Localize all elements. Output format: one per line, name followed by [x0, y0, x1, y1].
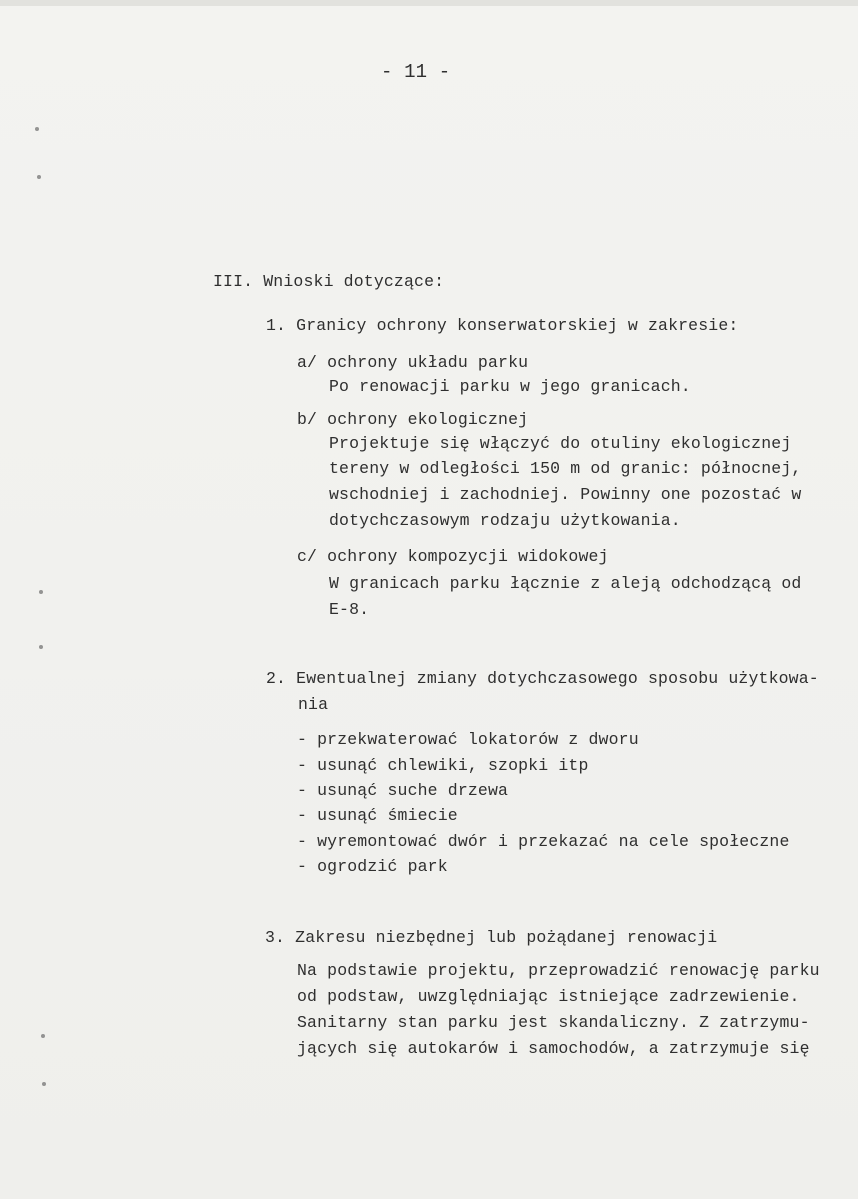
item-1c-text-line: E-8.	[329, 600, 370, 619]
item-2-heading: 2. Ewentualnej zmiany dotychczasowego sposobu użytkowa-	[266, 669, 819, 688]
margin-mark	[39, 645, 43, 649]
item-1a-text: Po renowacji parku w jego granicach.	[329, 377, 691, 396]
item-1b-text-line: tereny w odległości 150 m od granic: północnej,	[329, 459, 802, 478]
item-1b-heading: b/ ochrony ekologicznej	[297, 410, 529, 429]
item-1c-text-line: W granicach parku łącznie z aleją odchodzącą od	[329, 574, 802, 593]
item-2-bullet: - usunąć suche drzewa	[297, 781, 509, 800]
item-2-bullet: - wyremontować dwór i przekazać na cele społeczne	[297, 832, 790, 851]
margin-mark	[41, 1034, 45, 1038]
margin-mark	[35, 127, 39, 131]
margin-mark	[39, 590, 43, 594]
margin-mark	[37, 175, 41, 179]
item-1b-text-line: wschodniej i zachodniej. Powinny one pozostać w	[329, 485, 802, 504]
item-2-bullet: - usunąć śmiecie	[297, 806, 458, 825]
page-number: - 11 -	[381, 61, 451, 83]
item-3-text-line: jących się autokarów i samochodów, a zatrzymuje się	[297, 1039, 810, 1058]
margin-mark	[42, 1082, 46, 1086]
item-1-heading: 1. Granicy ochrony konserwatorskiej w zakresie:	[266, 316, 739, 335]
item-1c-heading: c/ ochrony kompozycji widokowej	[297, 547, 609, 566]
item-3-text-line: Na podstawie projektu, przeprowadzić renowację parku	[297, 961, 820, 980]
item-2-bullet: - przekwaterować lokatorów z dworu	[297, 730, 639, 749]
item-2-bullet: - usunąć chlewiki, szopki itp	[297, 756, 589, 775]
item-3-text-line: Sanitarny stan parku jest skandaliczny. Z zatrzymu-	[297, 1013, 810, 1032]
item-2-bullet: - ogrodzić park	[297, 857, 448, 876]
item-2-heading-cont: nia	[298, 695, 329, 714]
item-3-text-line: od podstaw, uwzględniając istniejące zadrzewienie.	[297, 987, 800, 1006]
item-1b-text-line: dotychczasowym rodzaju użytkowania.	[329, 511, 681, 530]
item-1a-heading: a/ ochrony układu parku	[297, 353, 529, 372]
item-1b-text-line: Projektuje się włączyć do otuliny ekologicznej	[329, 434, 792, 453]
section-title: III. Wnioski dotyczące:	[213, 272, 445, 291]
page-top-edge	[0, 0, 858, 6]
item-3-heading: 3. Zakresu niezbędnej lub pożądanej renowacji	[265, 928, 718, 947]
